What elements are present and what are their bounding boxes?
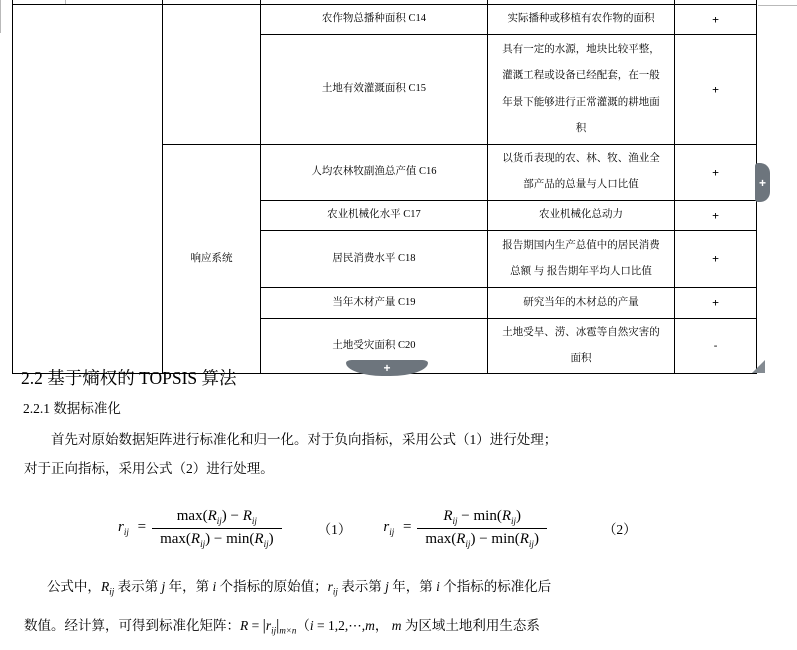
page-edge-mark bbox=[0, 0, 1, 33]
formula-1-label: （1） bbox=[317, 522, 352, 537]
description-cell: 报告期国内生产总值中的居民消费总额 与 报告期年平均人口比值 bbox=[488, 231, 675, 288]
polarity-cell: + bbox=[675, 288, 757, 319]
description-cell: 研究当年的木材总的产量 bbox=[488, 288, 675, 319]
polarity-cell: + bbox=[675, 35, 757, 145]
indicator-cell: 农业机械化水平 C17 bbox=[261, 200, 488, 231]
table-row bbox=[13, 4, 757, 35]
section-heading: 2.2 基于熵权的 TOPSIS 算法 bbox=[21, 368, 237, 388]
indicator-table-container bbox=[12, 0, 757, 374]
paragraph-line: 对于正向指标，采用公式（2）进行处理。 bbox=[24, 461, 274, 476]
text-boundary-mark bbox=[758, 5, 797, 6]
formula-1-fraction bbox=[152, 508, 282, 549]
indicator-cell: 人均农林牧副渔总产值 C16 bbox=[261, 145, 488, 201]
indicator-cell: 农作物总播种面积 C14 bbox=[261, 4, 488, 35]
polarity-cell: + bbox=[675, 145, 757, 201]
paragraph-normalization bbox=[24, 426, 773, 483]
indicator-table bbox=[12, 0, 757, 374]
paragraph-line: 公式中，$R_{ij}$ 表示第 j 年，第 i 个指标的原始值；$r_{ij}$ 表示第 j 年，第 i 个指标的标准化后 bbox=[46, 579, 552, 597]
formula-2-fraction bbox=[417, 508, 547, 549]
system-column-empty-cell bbox=[163, 4, 261, 145]
polarity-cell: + bbox=[675, 231, 757, 288]
indicator-cell: 土地有效灌溉面积 C15 bbox=[261, 35, 488, 145]
formula-2: $r_{ij}$ = bbox=[383, 519, 412, 537]
system-group-cell: 响应系统 bbox=[163, 145, 261, 374]
add-column-button[interactable] bbox=[755, 163, 770, 202]
paragraph-line: 数值。经计算，可得到标准化矩阵：$R = |r_{ij}|_{m\times n}(i$ = 1,2,⋯,m， m 为区域土地利用生态系 bbox=[24, 616, 540, 636]
numerator: $R_{ij} - \min(R_{ij})$ bbox=[443, 507, 522, 526]
formula-1: $r_{ij}$ = bbox=[118, 519, 147, 537]
denominator: $\max(R_{ij}) - \min(R_{ij})$ bbox=[417, 528, 547, 549]
formula-2-label: （2） bbox=[602, 522, 637, 537]
plus-icon: + bbox=[758, 175, 766, 190]
indicator-cell: 土地受灾面积 C20 bbox=[261, 318, 488, 374]
paragraph-line: 首先对原始数据矩阵进行标准化和归一化。对于负向指标，采用公式（1）进行处理； bbox=[51, 432, 558, 447]
criterion-column-empty-cell bbox=[13, 4, 163, 374]
description-cell: 具有一定的水源，地块比较平整，灌溉工程或设备已经配套，在一般年景下能够进行正常灌溉的耕地面积 bbox=[488, 35, 675, 145]
indicator-cell: 当年木材产量 C19 bbox=[261, 288, 488, 319]
description-cell: 农业机械化总动力 bbox=[488, 200, 675, 231]
numerator: $\max(R_{ij}) - R_{ij}$ bbox=[176, 507, 257, 526]
plus-icon: + bbox=[383, 361, 391, 375]
description-cell: 以货币表现的农、林、牧、渔业全部产品的总量与人口比值 bbox=[488, 145, 675, 201]
description-cell: 实际播种或移植有农作物的面积 bbox=[488, 4, 675, 35]
polarity-cell: + bbox=[675, 200, 757, 231]
paragraph-explanation bbox=[24, 575, 775, 635]
document-body bbox=[0, 362, 797, 635]
polarity-cell: + bbox=[675, 4, 757, 35]
subsection-heading: 2.2.1 数据标准化 bbox=[23, 401, 121, 416]
denominator: $\max(R_{ij}) - \min(R_{ij})$ bbox=[152, 528, 282, 549]
polarity-cell: - bbox=[675, 318, 757, 374]
indicator-cell: 居民消费水平 C18 bbox=[261, 231, 488, 288]
formula-block bbox=[118, 497, 797, 559]
description-cell: 土地受旱、涝、冰雹等自然灾害的面积 bbox=[488, 318, 675, 374]
